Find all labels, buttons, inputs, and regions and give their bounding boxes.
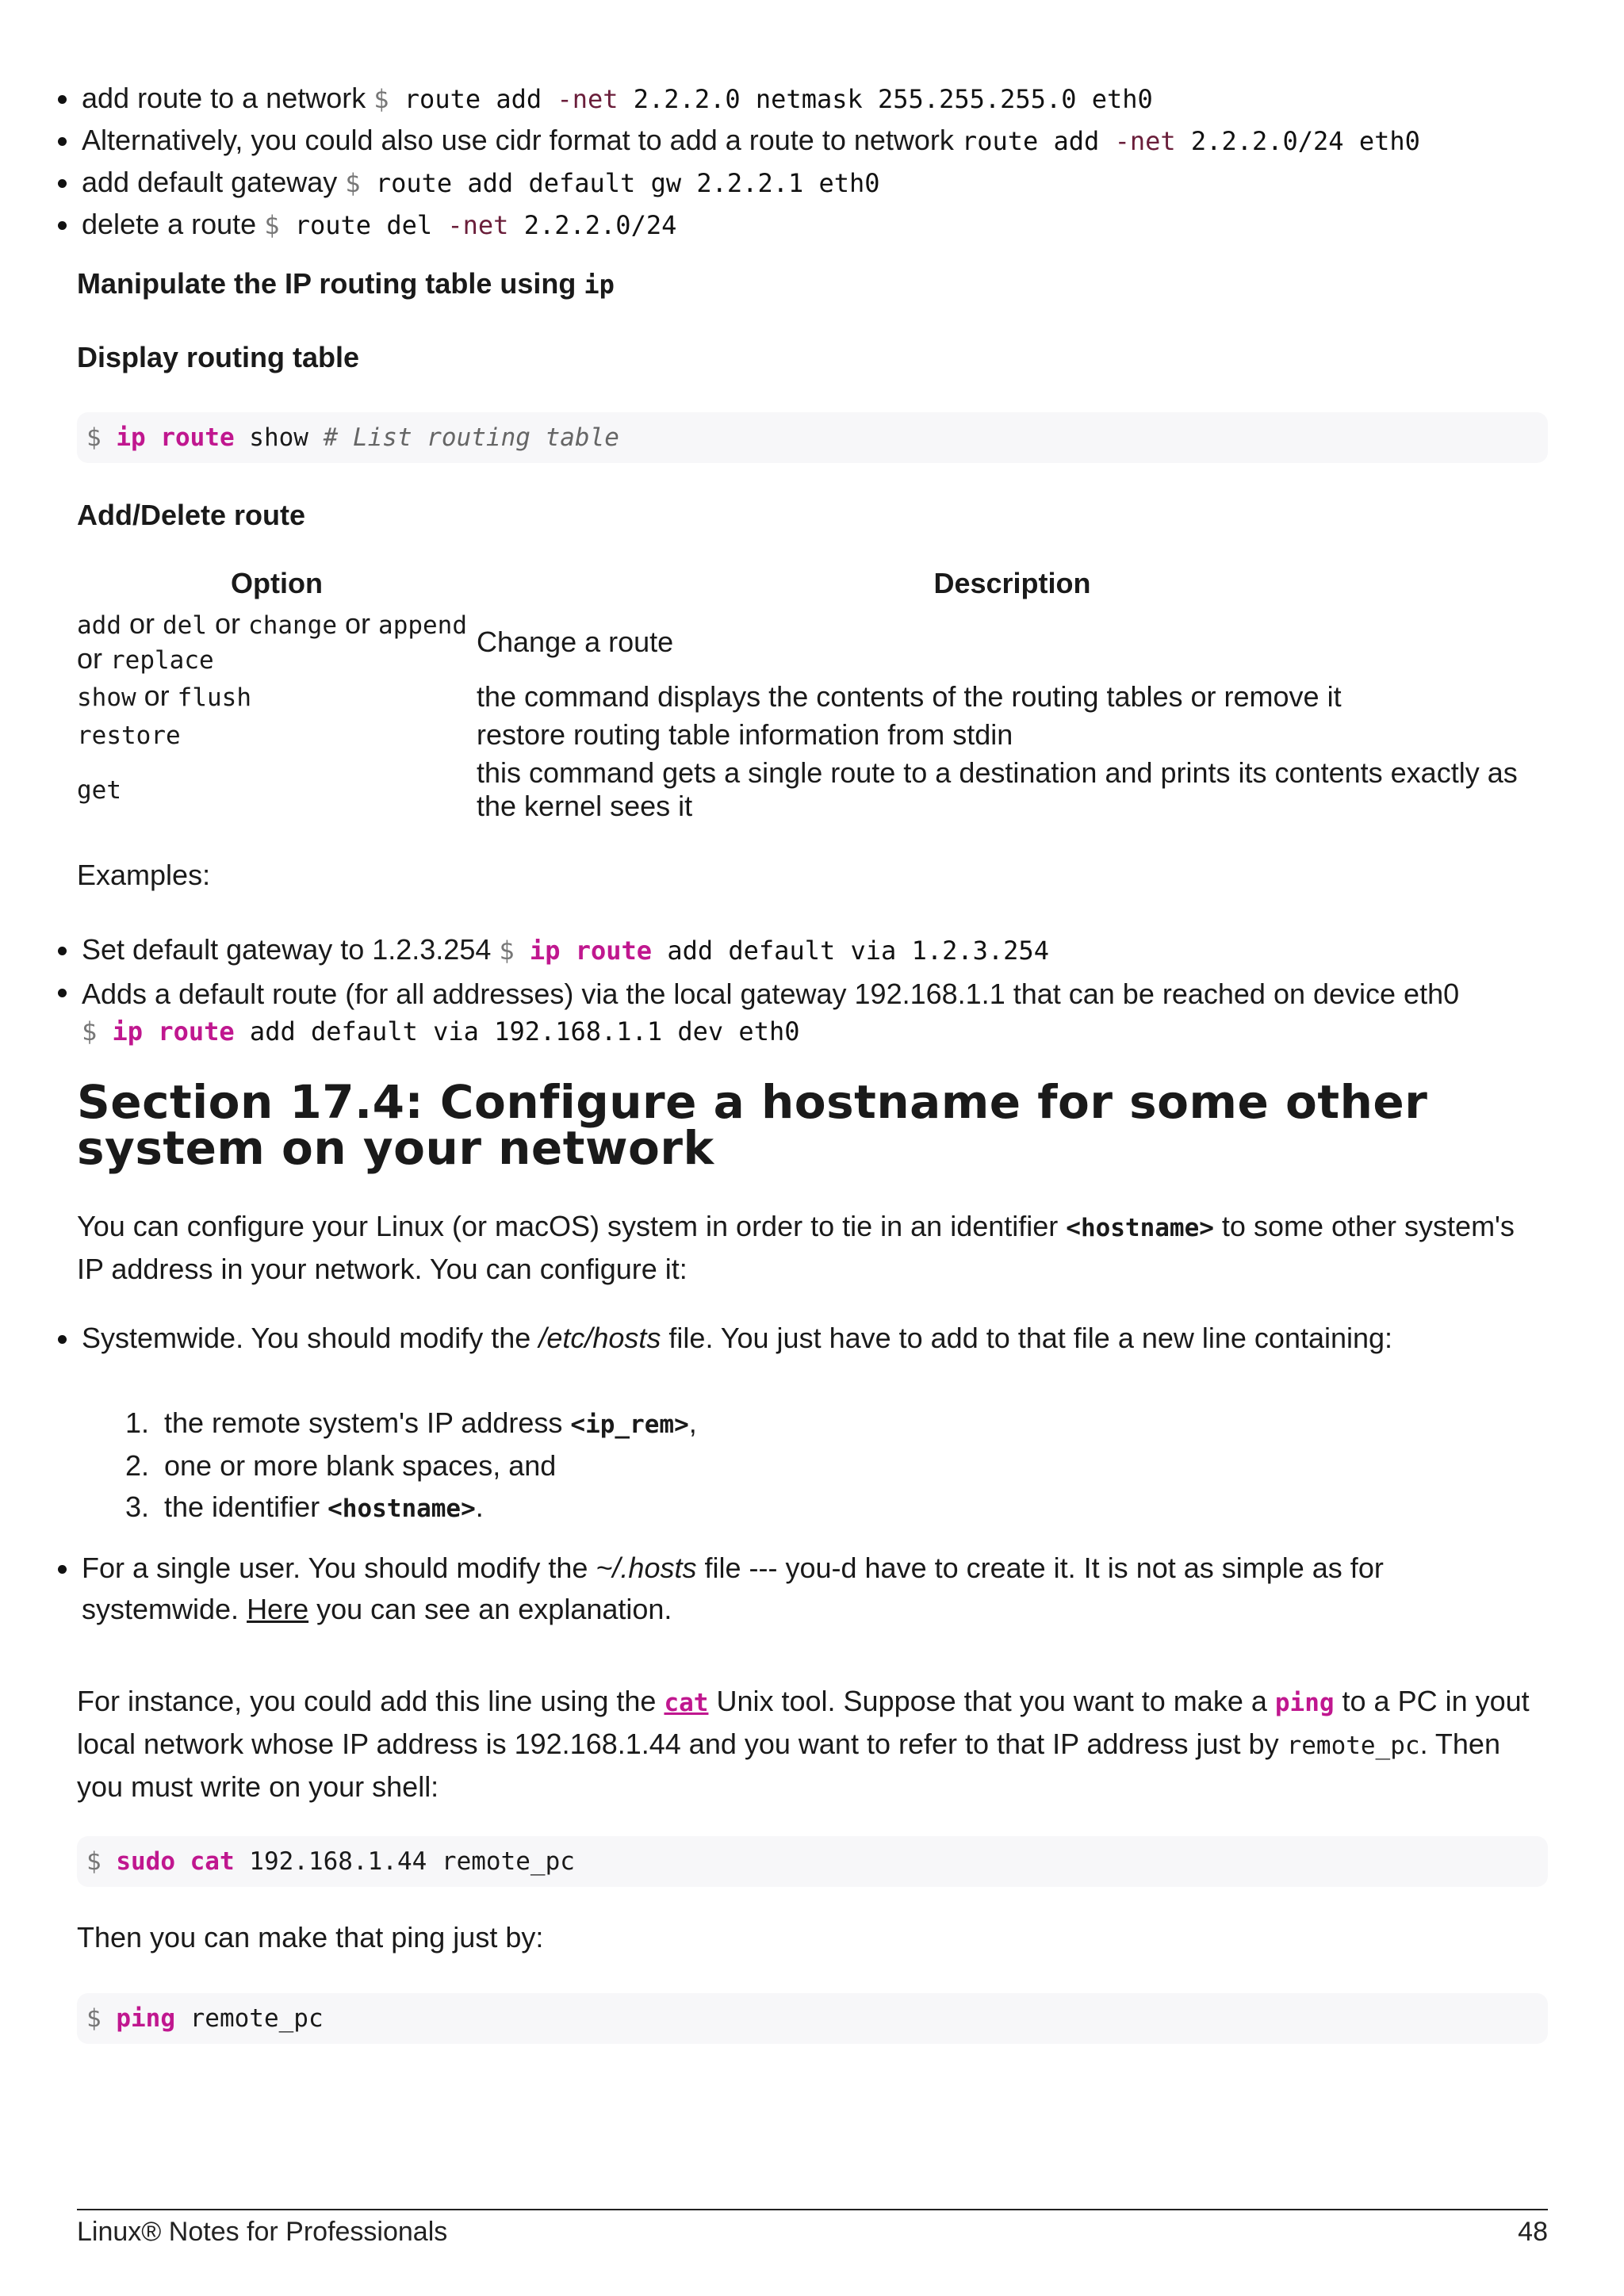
inline-code: $ route add -net 2.2.2.0 netmask 255.255.255.0 eth0 <box>373 84 1153 114</box>
code-block-sudo-cat: $ sudo cat 192.168.1.44 remote_pc <box>77 1836 1548 1887</box>
table-row <box>77 716 1548 754</box>
list-item: Adds a default route (for all addresses) via the local gateway 192.168.1.1 that can be reached on device eth0 $ ip route add default via 192.168.1.1 dev eth0 <box>0 971 1586 1050</box>
inline-code: $ route add default gw 2.2.2.1 eth0 <box>345 168 880 198</box>
list-item: Alternatively, you could also use cidr format to add a route to network route add -net 2.2.2.0/24 eth0 <box>0 120 1586 162</box>
config-methods-list <box>0 1318 1586 1359</box>
inline-code: route add -net 2.2.2.0/24 eth0 <box>961 126 1420 156</box>
options-table <box>77 567 1548 825</box>
here-link[interactable]: Here <box>247 1593 309 1625</box>
description-cell: Change a route <box>477 626 674 658</box>
list-item: delete a route $ route del -net 2.2.2.0/24 <box>0 204 1586 246</box>
manipulate-heading: Manipulate the IP routing table using ip <box>77 267 615 300</box>
table-row <box>77 754 1548 825</box>
section-title: Section 17.4: Configure a hostname for some other system on your network <box>77 1075 1428 1175</box>
column-header-option: Option <box>231 567 323 599</box>
option-cell: get <box>77 776 121 805</box>
page-footer <box>77 2217 1548 2248</box>
then-text: Then you can make that ping just by: <box>77 1921 544 1954</box>
list-item-systemwide: Systemwide. You should modify the /etc/hosts file. You just have to add to that file a new line containing: <box>0 1318 1586 1359</box>
examples-list <box>0 929 1586 1050</box>
intro-paragraph: You can configure your Linux (or macOS) system in order to tie in an identifier <hostname> to some other system's IP address in your network. You can configure it: <box>77 1210 1515 1285</box>
book-title: Linux® Notes for Professionals <box>77 2217 448 2247</box>
list-item-single-user: For a single user. You should modify the ~/.hosts file --- you-d have to create it. It is not as simple as for systemwide. Here you can see an explanation. <box>0 1548 1548 1630</box>
list-item: 2. one or more blank spaces, and <box>125 1449 557 1482</box>
add-delete-heading: Add/Delete route <box>77 499 306 531</box>
examples-label: Examples: <box>77 859 211 891</box>
code-block-ip-route-show: $ ip route show # List routing table <box>77 412 1548 463</box>
display-routing-heading: Display routing table <box>77 341 360 373</box>
table-row <box>77 607 1548 678</box>
description-cell: the command displays the contents of the routing tables or remove it <box>477 680 1342 713</box>
cat-link[interactable]: cat <box>664 1689 709 1717</box>
instance-paragraph: For instance, you could add this line using the cat Unix tool. Suppose that you want to make a ping to a PC in yout local network whose IP address is 192.168.1.44 and you want to refer to that IP address just by remote_pc. Then you must write on your shell: <box>77 1685 1530 1803</box>
page-number: 48 <box>1518 2217 1548 2247</box>
table-row <box>77 678 1548 716</box>
description-cell: this command gets a single route to a destination and prints its contents exactly as the kernel sees it <box>477 756 1518 822</box>
list-item: add default gateway $ route add default gw 2.2.2.1 eth0 <box>0 162 1586 204</box>
column-header-description: Description <box>933 567 1091 599</box>
list-item: Set default gateway to 1.2.3.254 $ ip route add default via 1.2.3.254 <box>0 929 1586 971</box>
description-cell: restore routing table information from stdin <box>477 718 1013 751</box>
footer-divider <box>77 2209 1548 2210</box>
hosts-line-steps <box>0 1402 1586 1529</box>
config-methods-list-2 <box>0 1548 1548 1630</box>
option-cell: restore <box>77 721 181 750</box>
list-item: 3. the identifier <hostname>. <box>125 1490 484 1523</box>
list-item: add route to a network $ route add -net 2.2.2.0 netmask 255.255.255.0 eth0 <box>0 78 1586 120</box>
code-block-ping: $ ping remote_pc <box>77 1993 1548 2044</box>
route-command-list <box>0 78 1586 246</box>
option-cell: add or del or change or append or replace <box>77 607 468 675</box>
options-table-wrap <box>77 567 1548 825</box>
list-item: 1. the remote system's IP address <ip_rem>, <box>125 1406 697 1439</box>
inline-code: $ route del -net 2.2.2.0/24 <box>264 210 677 240</box>
option-cell: show or flush <box>77 679 251 712</box>
